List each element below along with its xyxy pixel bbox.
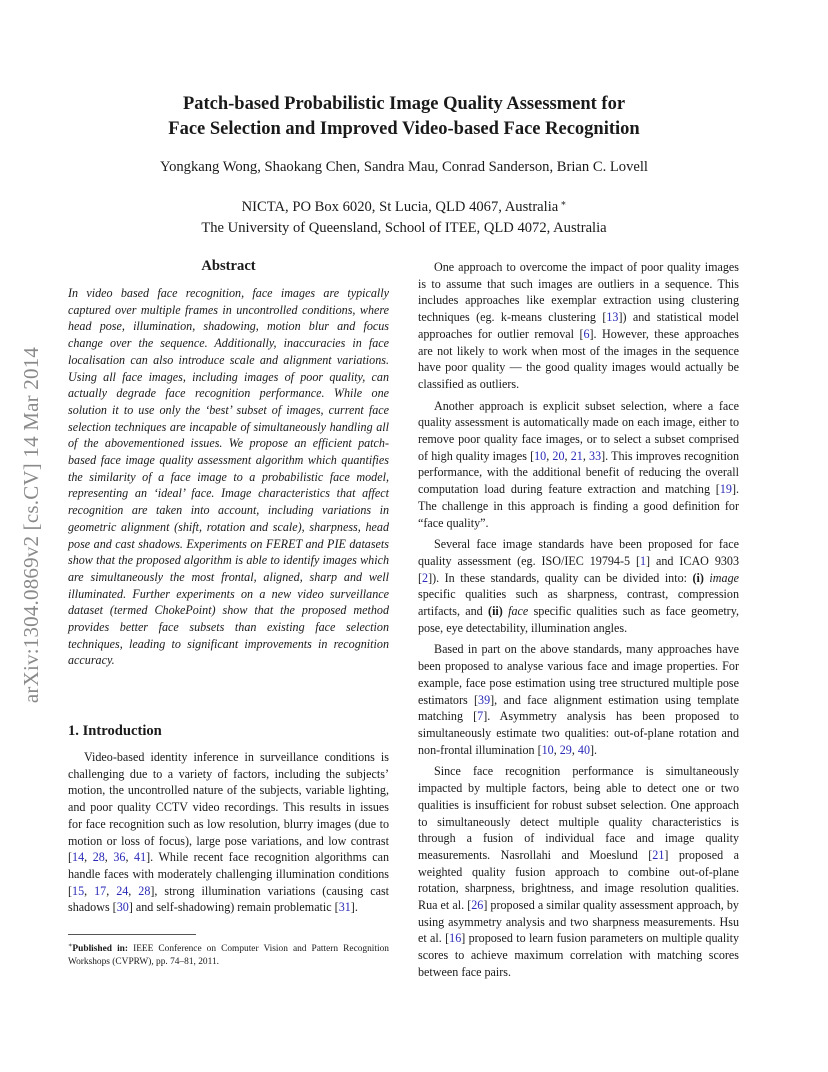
right-paragraph-4: Based in part on the above standards, many approaches have been proposed to analyse various face and image properties. For example, face pose estimation using tree structured multiple pose estimators [39], and face alignment estimation using template matching [7]. Asymmetry analysis has been proposed to simultaneously estimate two qualities: out-of-plane rotation and non-frontal illumination [10, 29, 40]. <box>418 642 739 757</box>
citation-link[interactable]: 15 <box>72 883 85 898</box>
author-list: Yongkang Wong, Shaokang Chen, Sandra Mau, Conrad Sanderson, Brian C. Lovell <box>160 159 648 175</box>
abstract-body <box>68 285 389 674</box>
citation-link[interactable]: 41 <box>134 850 147 865</box>
abstract-heading: Abstract <box>201 258 256 274</box>
citation-link[interactable]: 19 <box>719 482 732 497</box>
citation-link[interactable]: 26 <box>471 898 484 913</box>
citation-link[interactable]: 1 <box>640 553 647 568</box>
right-paragraph-5: Since face recognition performance is simultaneously impacted by multiple factors, being able to detect one or two qualities is insufficient for robust subset selection. One approach to simultaneously detect multiple quality characteristics is through a fusion of individual face and image quality measurements. Nasrollahi and Moeslund [21] proposed a weighted quality fusion approach to combine out-of-plane rotation, sharpness, brightness, and image resolution qualities. Rua et al. [26] proposed a similar quality assessment approach, by using asymmetry analysis and two sharpness measurements. Hsu et al. [16] proposed to learn fusion parameters on multiple quality scores to achieve maximum correlation with matching scores between face pairs. <box>418 764 739 979</box>
citation-link[interactable]: 33 <box>589 448 602 463</box>
citation-link[interactable]: 2 <box>422 570 429 585</box>
citation-link[interactable]: 7 <box>477 709 484 724</box>
citation-link[interactable]: 20 <box>552 448 565 463</box>
right-column-body <box>418 259 739 986</box>
abstract-paragraph: In video based face recognition, face images are typically captured over multiple frames in uncontrolled conditions, where head pose, illumination, shadowing, motion blur and focus change over the sequence. Additionally, inaccuracies in face localisation can also introduce scale and alignment variations. Using all face images, including images of poor quality, can actually degrade face recognition performance. While one solution it to use only the ‘best’ subset of images, current face selection techniques are incapable of simultaneously handling all of the abovementioned issues. We propose an efficient patch-based face image quality assessment algorithm which quantifies the similarity of a face image to a probabilistic face model, representing an ‘ideal’ face. Image characteristics that affect recognition are taken into account, including variations in geometric alignment (shift, rotation and scale), sharpness, head pose and cast shadows. Experiments on FERET and PIE datasets show that the proposed algorithm is able to identify images which are simultaneously the most frontal, aligned, sharp and well illuminated. Further experiments on a new video surveillance dataset (termed ChokePoint) show that the proposed method provides better face subsets than existing face selection techniques, leading to significant improvements in recognition accuracy. <box>68 286 389 668</box>
section-heading-introduction: 1. Introduction <box>68 723 162 739</box>
citation-link[interactable]: 21 <box>570 448 583 463</box>
citation-link[interactable]: 36 <box>113 850 126 865</box>
citation-link[interactable]: 28 <box>92 850 105 865</box>
citation-link[interactable]: 40 <box>577 742 590 757</box>
intro-paragraph-1: Video-based identity inference in surveillance conditions is challenging due to a variety of factors, including the subjects’ motion, the uncontrolled nature of the subjects, variable lighting, and poor quality CCTV video recordings. This results in issues for face recognition such as low resolution, blurry images (due to motion or loss of focus), large pose variations, and low contrast [14, 28, 36, 41]. While recent face recognition algorithms can handle faces with moderately challenging illumination conditions [15, 17, 24, 28], strong illumination variations (causing cast shadows [30] and self-shadowing) remain problematic [31]. <box>68 750 390 915</box>
paper-title <box>68 92 740 142</box>
arxiv-identifier-text: arXiv:1304.0869v2 [cs.CV] 14 Mar 2014 <box>19 346 43 704</box>
footnote-divider <box>68 934 196 935</box>
affiliation-line-1: NICTA, PO Box 6020, St Lucia, QLD 4067, Australia ∗ <box>241 198 567 215</box>
citation-link[interactable]: 6 <box>583 326 590 341</box>
introduction-body <box>68 749 389 921</box>
paper-title-line-2: Face Selection and Improved Video-based Face Recognition <box>168 119 640 139</box>
citation-link[interactable]: 10 <box>534 448 547 463</box>
citation-link[interactable]: 28 <box>138 883 151 898</box>
citation-link[interactable]: 29 <box>559 742 572 757</box>
arxiv-identifier-stamp <box>19 288 43 762</box>
right-paragraph-3: Several face image standards have been proposed for face quality assessment (eg. ISO/IEC 19794-5 [1] and ICAO 9303 [2]). In these standards, quality can be divided into: (i) image specific qualities such as sharpness, contrast, compression artifacts, and (ii) face specific qualities such as face geometry, pose, eye detectability, illumination angles. <box>418 537 740 635</box>
citation-link[interactable]: 14 <box>72 850 85 865</box>
affiliation-footnote-mark: ∗ <box>560 198 567 208</box>
right-paragraph-2: Another approach is explicit subset selection, where a face quality assessment is automatically made on each image, either to remove poor quality face images, or to select a subset comprised of high quality images [10, 20, 21, 33]. This improves recognition performance, with the additional benefit of reducing the overall computation load during feature extraction and matching [19]. The challenge in this approach is finding a good definition for “face quality”. <box>418 398 740 530</box>
citation-link[interactable]: 39 <box>478 692 491 707</box>
paper-title-line-1: Patch-based Probabilistic Image Quality Assessment for <box>182 94 626 114</box>
publication-footnote: ∗Published in: IEEE Conference on Computer Vision and Pattern Recognition Workshops (CVPRW), pp. 74–81, 2011. <box>68 942 389 967</box>
citation-link[interactable]: 24 <box>116 883 129 898</box>
citation-link[interactable]: 17 <box>94 883 107 898</box>
citation-link[interactable]: 13 <box>606 310 619 325</box>
citation-link[interactable]: 16 <box>449 931 462 946</box>
right-paragraph-1: One approach to overcome the impact of poor quality images is to assume that such images are outliers in a sequence. This includes approaches like exemplar extraction using clustering techniques (eg. k-means clustering [13]) and statistical model approaches for outlier removal [6]. However, these approaches are not likely to work when most of the images in the sequence have poor quality — the good quality images would actually be classified as outliers. <box>418 260 739 391</box>
affiliations <box>68 193 740 239</box>
citation-link[interactable]: 21 <box>652 847 665 862</box>
citation-link[interactable]: 30 <box>116 900 129 915</box>
citation-link[interactable]: 31 <box>338 900 351 915</box>
citation-link[interactable]: 10 <box>541 742 554 757</box>
affiliation-line-2: The University of Queensland, School of ITEE, QLD 4072, Australia <box>201 220 607 236</box>
